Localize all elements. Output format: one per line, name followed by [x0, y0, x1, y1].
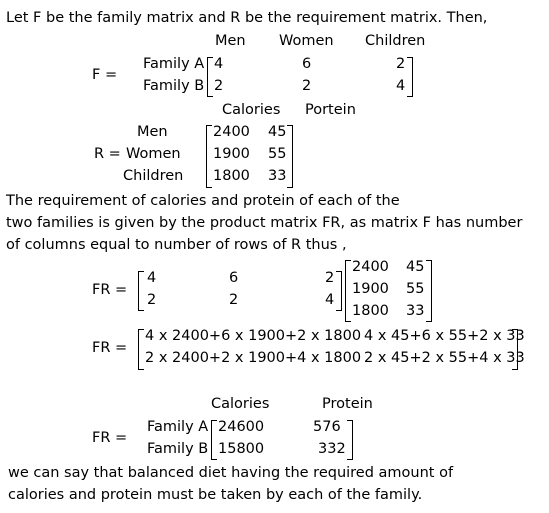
result-col-header-protein: Protein — [322, 396, 373, 412]
f-row-label-family-b: Family B — [143, 78, 205, 94]
r-matrix-name: R = — [94, 146, 121, 162]
result-cell: 24600 — [218, 419, 265, 435]
f-cell: 4 — [396, 78, 406, 94]
r-left-bracket — [206, 125, 212, 188]
fr-r-cell: 2400 — [352, 259, 389, 275]
f-cell: 6 — [302, 56, 312, 72]
result-cell: 332 — [318, 441, 346, 457]
result-right-bracket — [347, 420, 353, 460]
r-cell: 2400 — [213, 124, 250, 140]
fr-r-cell: 33 — [406, 303, 425, 319]
fr-f-cell: 2 — [325, 270, 335, 286]
fr-f-cell: 6 — [229, 270, 239, 286]
r-cell: 55 — [268, 146, 287, 162]
fr-expanded-cell: 4 x 2400+6 x 1900+2 x 1800 — [145, 328, 362, 344]
result-col-header-calories: Calories — [211, 396, 270, 412]
fr-expanded-cell: 2 x 45+2 x 55+4 x 33 — [364, 350, 525, 366]
r-cell: 33 — [268, 168, 287, 184]
fr-r-cell: 1900 — [352, 281, 389, 297]
result-row-label-family-a: Family A — [147, 419, 209, 435]
fr-expanded-left-bracket — [138, 329, 144, 370]
f-cell: 2 — [302, 78, 312, 94]
r-cell: 1900 — [213, 146, 250, 162]
result-row-label-family-b: Family B — [147, 441, 209, 457]
fr-expanded-cell: 4 x 45+6 x 55+2 x 33 — [364, 328, 525, 344]
fr-r-cell: 1800 — [352, 303, 389, 319]
f-cell: 4 — [214, 56, 224, 72]
f-right-bracket — [407, 57, 413, 97]
intro-text: Let F be the family matrix and R be the requirement matrix. Then, — [6, 10, 488, 26]
r-row-label-women: Women — [126, 146, 181, 162]
fr-label: FR = — [92, 282, 128, 298]
f-cell: 2 — [396, 56, 406, 72]
conclusion-line: we can say that balanced diet having the required amount of — [8, 465, 454, 481]
f-row-label-family-a: Family A — [143, 56, 205, 72]
f-col-header-men: Men — [215, 33, 246, 49]
f-matrix-name: F = — [92, 67, 118, 83]
f-col-header-children: Children — [365, 33, 426, 49]
r-right-bracket — [287, 125, 293, 188]
explanation-line: of columns equal to number of rows of R thus , — [6, 237, 347, 253]
explanation-line: two families is given by the product matrix FR, as matrix F has number — [6, 215, 523, 231]
f-col-header-women: Women — [279, 33, 334, 49]
fr-f-left-bracket — [138, 271, 144, 311]
fr-f-cell: 2 — [229, 292, 239, 308]
r-col-header-portein: Portein — [305, 102, 356, 118]
f-cell: 2 — [214, 78, 224, 94]
f-left-bracket — [207, 57, 213, 97]
fr-r-cell: 45 — [406, 259, 425, 275]
fr-label: FR = — [92, 340, 128, 356]
fr-f-right-bracket — [336, 271, 342, 311]
result-left-bracket — [211, 420, 217, 460]
explanation-line: The requirement of calories and protein of each of the — [6, 193, 400, 209]
conclusion-line: calories and protein must be taken by each of the family. — [8, 487, 423, 503]
fr-r-left-bracket — [345, 260, 351, 322]
r-row-label-children: Children — [123, 168, 184, 184]
fr-f-cell: 4 — [147, 270, 157, 286]
fr-f-cell: 2 — [147, 292, 157, 308]
fr-r-right-bracket — [426, 260, 432, 322]
result-cell: 15800 — [218, 441, 265, 457]
fr-expanded-cell: 2 x 2400+2 x 1900+4 x 1800 — [145, 350, 362, 366]
fr-r-cell: 55 — [406, 281, 425, 297]
r-cell: 45 — [268, 124, 287, 140]
fr-expanded-right-bracket — [512, 329, 518, 370]
fr-label: FR = — [92, 430, 128, 446]
r-col-header-calories: Calories — [222, 102, 281, 118]
r-row-label-men: Men — [137, 124, 168, 140]
r-cell: 1800 — [213, 168, 250, 184]
result-cell: 576 — [313, 419, 341, 435]
fr-f-cell: 4 — [325, 292, 335, 308]
